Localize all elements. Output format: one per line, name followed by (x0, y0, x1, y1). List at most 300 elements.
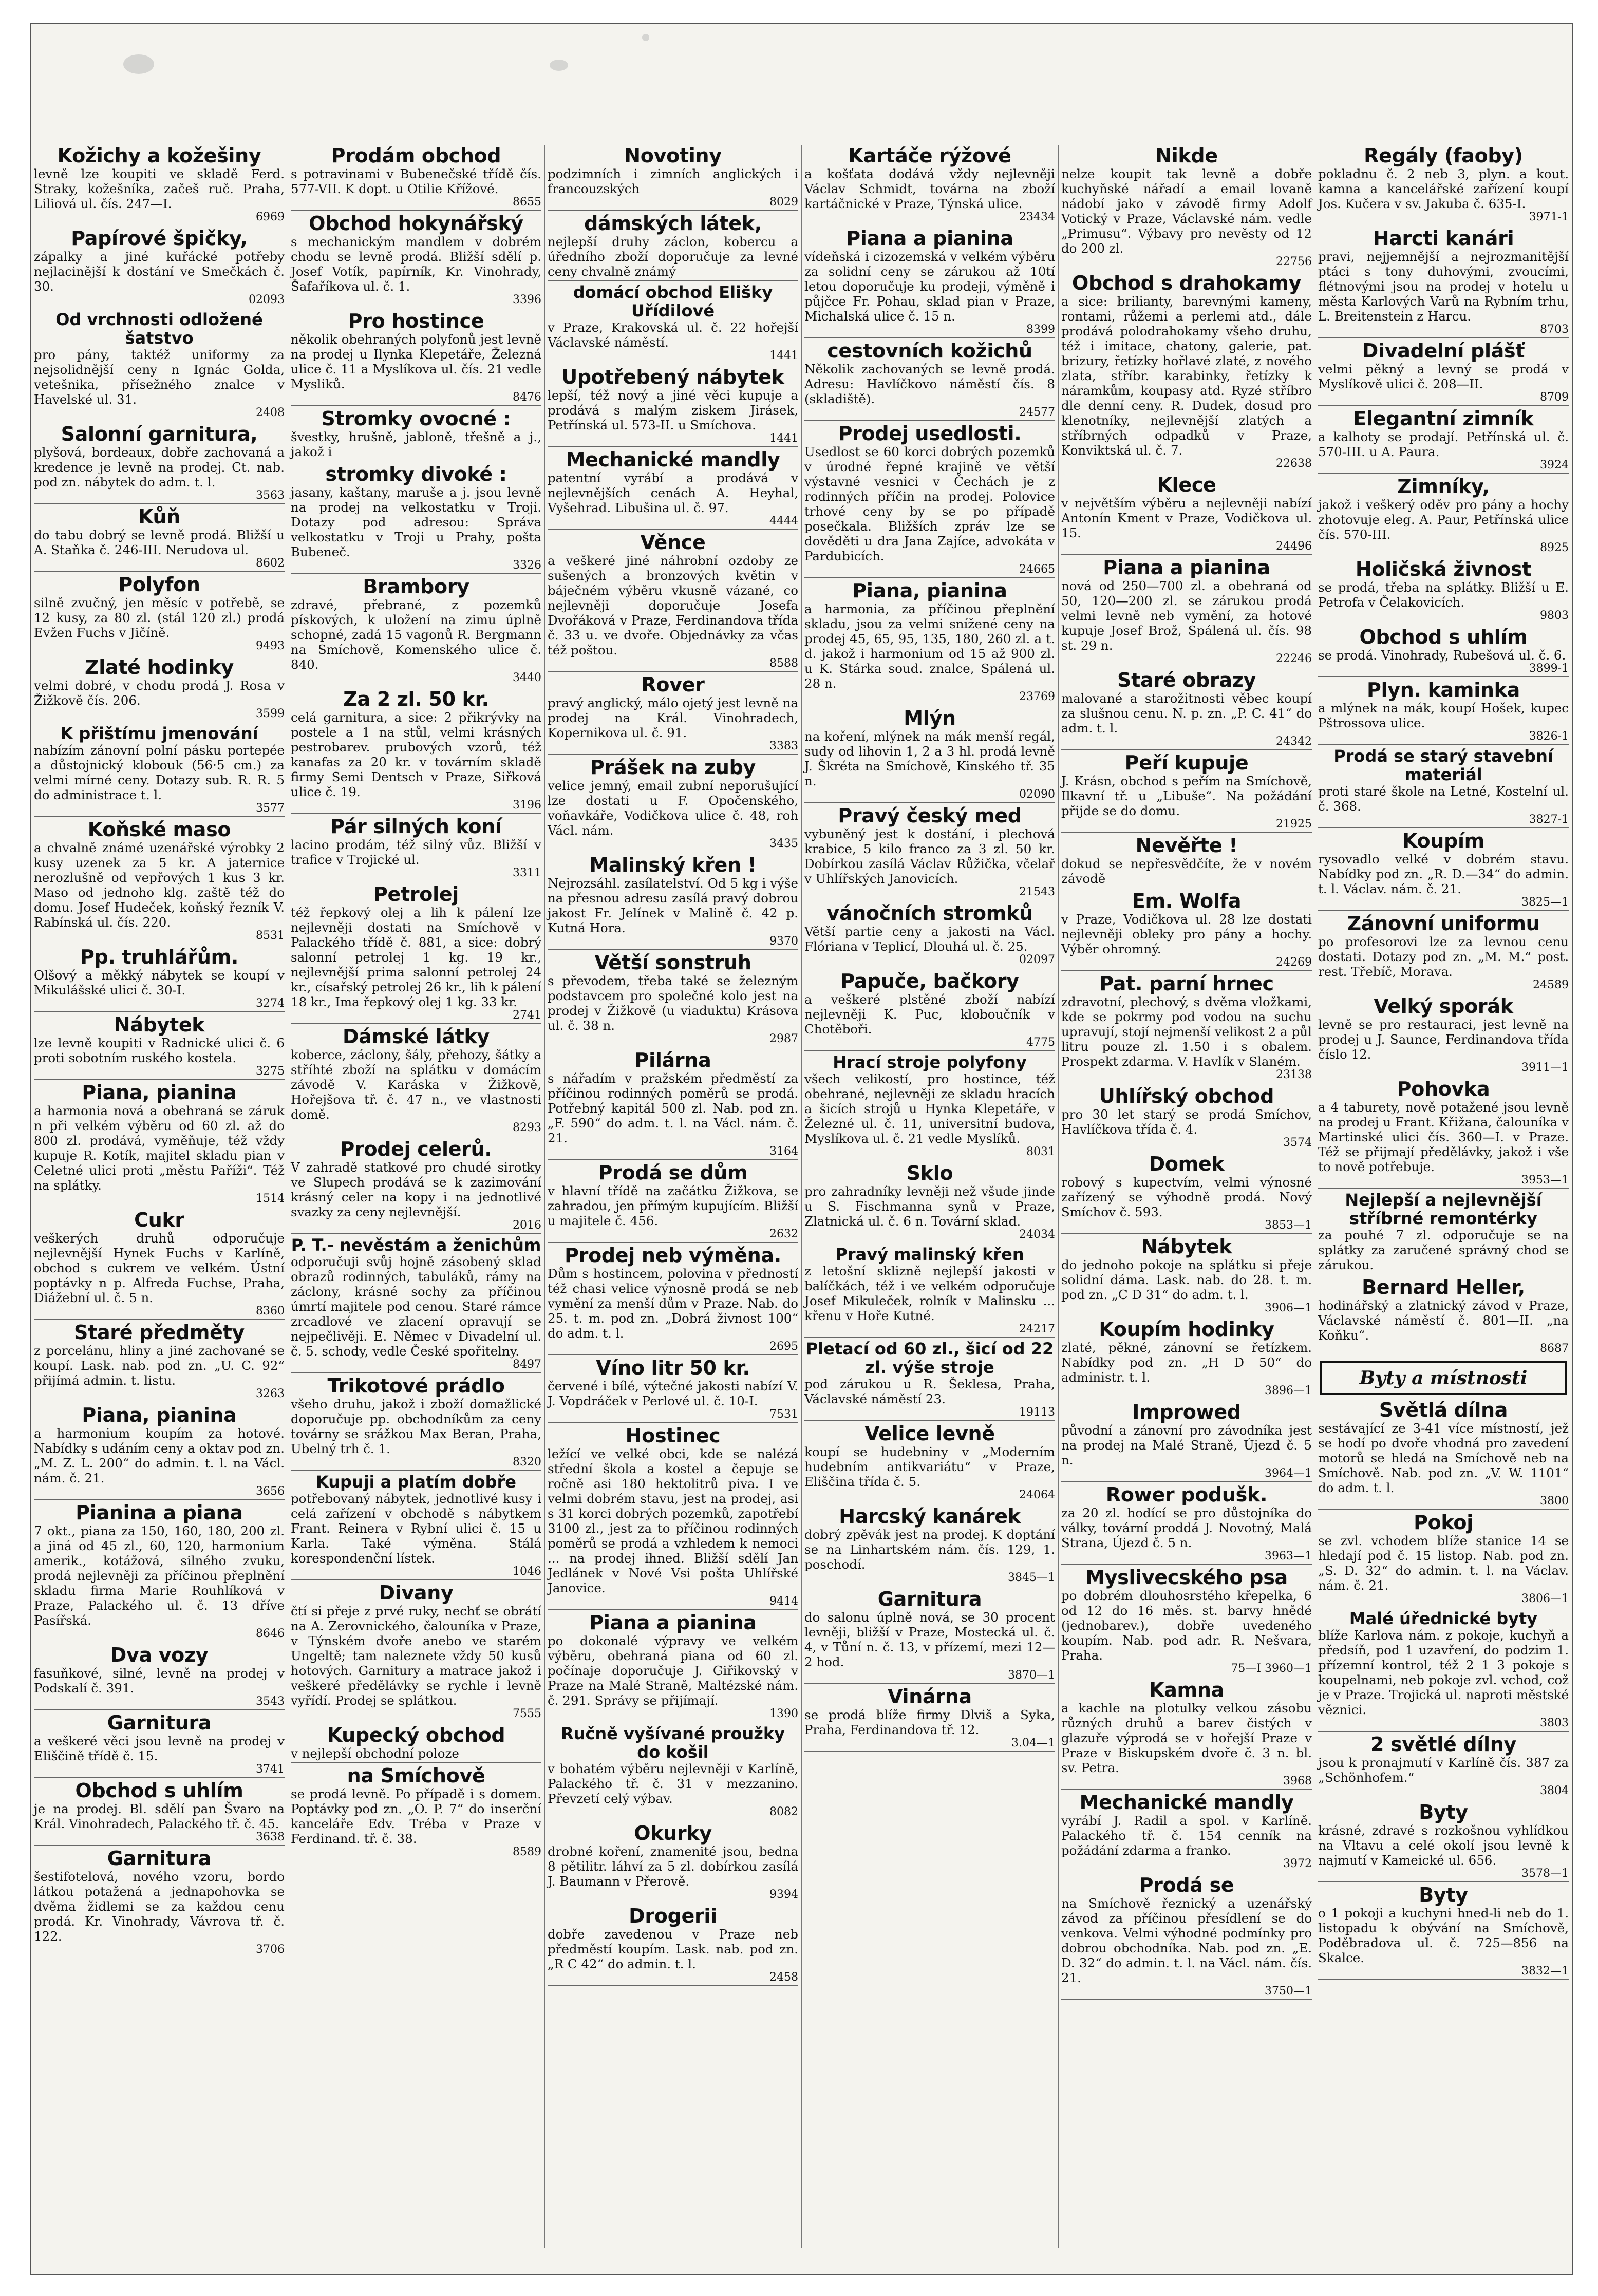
ad-headline: Větší sonstruh (594, 951, 751, 974)
ad-body: do salonu úplně nová, se 30 procent levněji, bližší v Praze, Mostecká ul. č. 4, v Tůní n. č. 13, v přízemí, mezi 12—2 hod. (804, 1610, 1055, 1669)
ad-headline: Víno litr 50 kr. (596, 1357, 750, 1379)
ad-headline: Byty (1419, 1884, 1468, 1906)
classified-ad (1318, 408, 1569, 474)
ad-body: se prodá levně. Po případě i s domem. Poptávky pod zn. „O. P. 7“ do inserční kanceláře Edv. Tréba v Praze v Ferdinand. tř. č. 38. (291, 1786, 541, 1846)
ad-body: Olšový a měkký nábytek se koupí v Mikulášské ulici č. 30-I. (34, 968, 285, 998)
classified-ad (1061, 1153, 1312, 1234)
ad-body: a sice: brilianty, barevnými kameny, rontami, růžemi a perlemi atd., dále prodává polodrahokamy všeho druhu, též i imitace, chatony, galerie, pat. brizury, řetízky hořlavé zlaté, z nového zlata, stříbr. karabinky, řetízky k náramkům, koupasy atd. Ryzé stříbro dle denní ceny. R. Dudek, dosud pro klenotníky, nejlevnější zlatých a stříbrných odpadků v Praze, Konviktská ul. č. 7. (1061, 294, 1312, 458)
ad-body: a chvalně známé uzenářské výrobky 2 kusy uzenek za 5 kr. A jaternice nerozlušně od vepřových 1 kus 3 kr. Maso od jednoho klg. zaště též do domu. Josef Hudeček, koňský řezník V. Rabínská ul. čís. 220. (34, 840, 285, 930)
ad-number: 3911—1 (1521, 1061, 1569, 1074)
classified-ad (804, 580, 1055, 705)
classified-ad (34, 1780, 285, 1846)
column-rule (1058, 145, 1059, 2248)
ad-headline: Prodám obchod (331, 145, 501, 167)
classified-ad (1061, 1874, 1312, 2000)
classified-ad (1061, 272, 1312, 472)
ad-number: 3435 (769, 837, 798, 850)
ad-headline: Petrolej (373, 883, 459, 906)
classified-ad (1318, 558, 1569, 624)
classified-ad (1318, 830, 1569, 911)
ad-number: 8031 (1026, 1145, 1055, 1158)
classified-ad (291, 213, 541, 308)
ad-headline: Kožichy a kožešiny (57, 145, 261, 167)
ad-headline: Regály (faoby) (1364, 145, 1523, 167)
ad-number: 2987 (769, 1032, 798, 1045)
ad-headline: Mlýn (904, 707, 956, 729)
ad-body: se prodá blíže firmy Dlviš a Syka, Praha, Ferdinandova tř. 12. (804, 1707, 1055, 1737)
classified-ad (548, 366, 798, 447)
ad-headline: vánočních stromků (826, 902, 1033, 925)
ad-number: 4444 (769, 515, 798, 528)
ad-number: 3806—1 (1521, 1592, 1569, 1605)
ad-number: 24269 (1276, 956, 1312, 969)
ad-number: 3924 (1540, 459, 1569, 472)
ad-headline: Pár silných koní (330, 815, 502, 838)
classified-ad (804, 1162, 1055, 1243)
ad-headline: Velký sporák (1374, 995, 1513, 1018)
ad-body: za pouhé 7 zl. odporučuje se na splátky za zaručené správný chod se zárukou. (1318, 1228, 1569, 1272)
ad-headline: Peří kupuje (1124, 751, 1249, 774)
ad-headline: Nejlepší a nejlevnější stříbrné remontérky (1345, 1190, 1542, 1228)
ad-headline: Kupuji a platím dobře (315, 1472, 516, 1492)
ad-number: 21543 (1019, 886, 1055, 898)
ad-body: potřebovaný nábytek, jednotlivé kusy i celá zařízení v obchodě s nábytkem Frant. Reinera v Rybní ulici č. 15 u Karla. Také výměna. Stálá korespondenční lístek. (291, 1491, 541, 1566)
ad-headline: Pohovka (1397, 1078, 1490, 1100)
paper-stain (123, 54, 154, 74)
classified-ad (1061, 890, 1312, 971)
ad-headline: Prodá se dům (598, 1161, 748, 1184)
classified-ad (804, 340, 1055, 421)
ad-number: 24496 (1276, 540, 1312, 553)
classified-ad (804, 1423, 1055, 1503)
ad-number: 8646 (256, 1627, 285, 1640)
ad-number: 3963—1 (1265, 1550, 1312, 1563)
ad-headline: Divadelní plášť (1362, 340, 1525, 362)
ad-number: 9493 (256, 639, 285, 652)
ad-headline: Pravý malinský křen (835, 1245, 1024, 1264)
classified-ad (291, 1138, 541, 1234)
ad-body: švestky, hrušně, jabloně, třešně a j., jakož i (291, 429, 541, 459)
classified-ad (34, 506, 285, 572)
ad-body: pro 30 let starý se prodá Smíchov, Havlíčkova třída č. 4. (1061, 1107, 1312, 1137)
classified-ad (1061, 145, 1312, 270)
ad-number: 3263 (256, 1387, 285, 1400)
ad-headline: dámských látek, (584, 212, 762, 235)
ad-number: 8687 (1540, 1342, 1569, 1355)
ad-number: 3827-1 (1529, 813, 1569, 826)
ad-body: Větší partie ceny a jakosti na Václ. Flóriana v Teplicí, Dlouhá ul. č. 25. (804, 924, 1055, 954)
ad-number: 75—I 3960—1 (1231, 1662, 1312, 1675)
ad-number: 24217 (1019, 1323, 1055, 1335)
ad-number: 3577 (256, 802, 285, 815)
ad-headline: Drogerii (629, 1905, 717, 1927)
ad-number: 8589 (513, 1846, 541, 1858)
ad-headline: Piana a pianina (1103, 556, 1270, 579)
classified-ad (548, 145, 798, 211)
classified-ad (548, 1724, 798, 1820)
ad-number: 3543 (256, 1695, 285, 1708)
ad-number: 9394 (769, 1888, 798, 1901)
ad-number: 8703 (1540, 323, 1569, 336)
ad-number: 3164 (769, 1145, 798, 1158)
classified-ad (1318, 626, 1569, 677)
ad-number: 8399 (1026, 323, 1055, 336)
classified-ad (1318, 476, 1569, 556)
classified-ad (291, 145, 541, 211)
ad-number: 3826-1 (1529, 730, 1569, 743)
classified-ad (804, 228, 1055, 338)
ad-number: 3750—1 (1265, 1985, 1312, 1998)
ad-body: lepší, též nový a jiné věci kupuje a prodává s malým ziskem Jirásek, Petřínská ul. 573-II. u Smíchova. (548, 388, 798, 432)
ad-headline: Brambory (363, 575, 469, 598)
classified-ad (34, 1502, 285, 1642)
ad-body: po dobrém dlouhosrstého křepelka, 6 od 12 do 16 měs. st. barvy hnědé (jednobarev.), dobře uvedeného koupím. Nab. pod adr. R. Nešvara, Praha. (1061, 1588, 1312, 1663)
ad-headline: Dámské látky (343, 1025, 490, 1048)
ad-headline: Nábytek (114, 1013, 205, 1036)
ad-body: Usedlost se 60 korci dobrých pozemků v úrodné řepné krajině ve větší výstavné vesnici v Čechách je z rodinných příčin na prodej. Polovice trhové ceny by se po případě posečkala. Bližších zpráv lze se dověděti u dra Jana Zajíce, advokáta v Pardubicích. (804, 444, 1055, 563)
ad-body: jasany, kaštany, maruše a j. jsou levně na prodej na velkostatku v Troji. Dotazy pod adresou: Správa velkostatku v Troji u Prahy, pošta Bubeneč. (291, 485, 541, 559)
ad-body: vybuněný jest k dostání, i plechová krabice, 5 kilo franco za 3 zl. 50 kr. Dobírkou zasílá Václav Růžička, včelař v Uhlířských Janovicích. (804, 826, 1055, 886)
ad-body: velice jemný, email zubní neporušující lze dostati u F. Opočenského, voňavkáře, Vodičkova ulice č. 48, roh Václ. nám. (548, 778, 798, 838)
ad-body: vídeňská i cizozemská v velkém výběru za solidní ceny se zárukou až 10tí letou doporučuje ku prodeji, výměně i půjčce Fr. Pohau, sklad pian v Praze, Michalská ulice č. 15 n. (804, 249, 1055, 324)
classified-ad (1318, 1734, 1569, 1799)
ad-number: 8655 (513, 196, 541, 209)
ad-number: 8497 (513, 1358, 541, 1371)
ad-number: 3964—1 (1265, 1467, 1312, 1480)
ad-headline: Pianina a piana (76, 1501, 243, 1524)
ad-headline: Garnitura (107, 1711, 212, 1734)
classified-ad (34, 656, 285, 722)
classified-ad (291, 1765, 541, 1860)
ad-body: pro pány, taktéž uniformy za nejsolidnější ceny n Ignác Golda, vetešnika, přísežného znalce v Havelské ul. 31. (34, 347, 285, 407)
ad-headline: Od vrchnosti odložené šatstvo (55, 310, 263, 348)
classified-ad (34, 228, 285, 308)
ad-number: 24589 (1533, 978, 1569, 991)
ad-headline: Domek (1149, 1153, 1225, 1175)
ad-number: 02090 (1019, 788, 1055, 801)
ad-headline: Koupím (1402, 830, 1484, 852)
ad-headline: Piana, pianina (82, 1404, 237, 1426)
ad-number: 6969 (256, 211, 285, 223)
classified-ad (1318, 340, 1569, 406)
classified-ad (548, 213, 798, 281)
ad-number: 3853—1 (1265, 1219, 1312, 1232)
classified-ad (1318, 228, 1569, 338)
ad-headline: Prodej usedlosti. (838, 422, 1022, 445)
ad-headline: Nevěřte ! (1135, 834, 1238, 857)
ad-headline: Prodá se starý stavební materiál (1333, 746, 1553, 784)
ad-number: 3.04—1 (1011, 1737, 1055, 1749)
classified-ad (1318, 995, 1569, 1076)
paper-stain (642, 34, 649, 41)
ad-headline: Rower podušk. (1105, 1483, 1268, 1506)
ad-column-1 (31, 145, 288, 2248)
ad-body: a harmonia, za příčinou přeplnění skladu, jsou za velmi snížené ceny na prodej 45, 65, 95, 135, 180, 260 zl. a t. d. jakož i harmonium od 15 až 900 zl. u K. Stárka soud. znalce, Spálená ul. 28 n. (804, 601, 1055, 691)
ad-body: a veškeré plstěné zboží nabízí nejlevněji K. Puc, kloboučník v Chotěboři. (804, 992, 1055, 1037)
ad-headline: Polyfon (118, 573, 200, 596)
ad-headline: Sklo (906, 1162, 953, 1184)
ad-column-4 (801, 145, 1058, 2248)
ad-body: Nejrozsáhl. zasílatelství. Od 5 kg i výše na přesnou adresu zasílá pravý dobrou jakost Fr. Jelínek v Malině č. 42 p. Kutná Hora. (548, 876, 798, 935)
ad-body: zdravé, přebrané, z pozemků pískových, k uložení na zimu úplně schopné, zadá 15 vagonů R. Bergmann na Smíchově, Komenského ulice č. 840. (291, 597, 541, 672)
ad-number: 8709 (1540, 391, 1569, 404)
classified-ad (548, 532, 798, 672)
ad-body: lacino prodám, též silný vůz. Bližší v trafice v Trojické ul. (291, 837, 541, 867)
ad-headline: Pokoj (1414, 1511, 1473, 1534)
ad-number: 3971-1 (1529, 211, 1569, 223)
ad-body: Několik zachovaných se levně prodá. Adresu: Havlíčkovo náměstí čís. 8 (skladiště). (804, 362, 1055, 406)
classified-ad (1061, 752, 1312, 833)
ad-number: 22638 (1276, 457, 1312, 470)
ad-number: 2741 (513, 1009, 541, 1022)
ad-body: a 4 taburety, nově potažené jsou levně na prodej u Frant. Křižana, čalouníka v Martinské ulici čís. 360—I. v Praze. Též se přijmají předělávky, jakož i vše to nově potřebuje. (1318, 1100, 1569, 1174)
ad-number: 24577 (1019, 406, 1055, 419)
ad-number: 1441 (769, 349, 798, 362)
ad-headline: Klece (1157, 474, 1216, 496)
ad-column-2 (288, 145, 544, 2248)
classified-ad (804, 1053, 1055, 1160)
classified-ad (548, 854, 798, 950)
classified-ad (34, 946, 285, 1012)
ad-headline: Harcti kanári (1373, 227, 1514, 250)
ad-body: s mechanickým mandlem v dobrém chodu se levně prodá. Bližší sdělí p. Josef Votík, papírník, Kr. Vinohrady, Šafaříkova ul. č. 1. (291, 234, 541, 294)
ad-number: 3803 (1540, 1717, 1569, 1729)
ad-headline: Trikotové prádlo (327, 1375, 505, 1397)
ad-headline: Obchod s drahokamy (1071, 272, 1302, 294)
ad-headline: Improwed (1132, 1401, 1241, 1423)
ad-body: s potravinami v Bubenečské třídě čís. 577-VII. K dopt. u Otilie Křížové. (291, 166, 541, 196)
ad-number: 3825—1 (1521, 896, 1569, 909)
classified-ad (1061, 1401, 1312, 1482)
ad-headline: Papírové špičky, (71, 227, 248, 250)
ad-headline: cestovních kožichů (827, 340, 1032, 362)
classified-ad (34, 1712, 285, 1778)
classified-ad (34, 1082, 285, 1207)
ad-number: 3326 (513, 559, 541, 572)
ad-body: a mlýnek na mák, koupí Hošek, kupec Pštrossova ulice. (1318, 701, 1569, 730)
ad-headline: Kartáče rýžové (848, 145, 1011, 167)
classified-ad (1318, 1191, 1569, 1274)
ad-number: 1046 (513, 1565, 541, 1578)
ad-number: 3953—1 (1521, 1174, 1569, 1187)
ad-headline: Světlá dílna (1379, 1399, 1508, 1421)
classified-ad (1318, 1512, 1569, 1607)
classified-ad (804, 1505, 1055, 1586)
classified-ad (804, 902, 1055, 968)
ad-column-5 (1058, 145, 1315, 2248)
ad-number: 7555 (513, 1707, 541, 1720)
ad-headline: Obchod s uhlím (1359, 626, 1528, 648)
classified-ad (548, 674, 798, 755)
ad-headline: Koňské maso (87, 818, 231, 841)
ad-body: je na prodej. Bl. sdělí pan Švaro na Král. Vinohradech, Palackého tř. č. 45. (34, 1801, 285, 1831)
classified-ad (804, 1340, 1055, 1421)
ad-number: 7531 (769, 1408, 798, 1421)
classified-ad (548, 757, 798, 852)
ad-body: patentní vyrábí a prodává v nejlevnějších cenách A. Heyhal, Vyšehrad. Libušina ul. č. 97. (548, 471, 798, 515)
ad-number: 3845—1 (1008, 1571, 1055, 1584)
ad-headline: Pilárna (634, 1049, 711, 1071)
ad-body: pro zahradníky levněji než všude jinde u S. Fischmanna synů v Praze, Zlatnická ul. č. 6 n. Tovární sklad. (804, 1184, 1055, 1229)
ad-headline: 2 světlé dílny (1370, 1733, 1516, 1756)
ad-body: a harmonia nová a obehraná se záruk n při velkém výběru od 60 zl. až do 800 zl. prodává, vyměňuje, též vždy kupuje R. Kotík, majitel skladu pian v Celetné ulici proti „městu Paříži“. Též na splátky. (34, 1103, 285, 1193)
section-header-box: Byty a místnosti (1320, 1361, 1567, 1395)
ad-headline: Kůň (138, 505, 180, 528)
ad-body: a kalhoty se prodají. Petřínská ul. č. 570-III. u A. Paura. (1318, 429, 1569, 459)
classified-ad (291, 883, 541, 1024)
ad-number: 21925 (1276, 818, 1312, 831)
classified-ad (1061, 1679, 1312, 1790)
ad-body: zápalky a jiné kuřácké potřeby nejlacinější k dostání ve Smečkách č. 30. (34, 249, 285, 294)
ad-headline: Pletací od 60 zl., šicí od 22 zl. výše stroje (805, 1339, 1054, 1377)
classified-ad (1318, 145, 1569, 225)
classified-ad (34, 1322, 285, 1402)
ad-body: zdravotní, plechový, s dvěma vložkami, kde se pokrmy pod vodou na suchu upravují, stojí nejmenší velikost 2 a půl litru pouze zl. 1.50 i s obalem. Prospekt zdarma. V. Havlík v Slaném. (1061, 994, 1312, 1069)
ad-body: Dům s hostincem, polovina v předností též chasi velice výnosně prodá se neb vymění za menší dům v Praze. Nab. do 25. t. m. pod zn. „Dobrá živnost 100“ do adm. t. l. (548, 1266, 798, 1341)
ad-headline: Zimníky, (1397, 475, 1490, 498)
ad-body: původní a zánovní pro závodníka jest na prodej na Malé Straně, Újezd č. 5 n. (1061, 1423, 1312, 1467)
ad-number: 3706 (256, 1943, 285, 1956)
ad-headline: Salonní garnitura, (61, 423, 258, 445)
ad-number: 8588 (769, 657, 798, 670)
ad-body: sestávající ze 3-41 více místností, jež se hodí po dvoře vhodná pro zavedení motorů se hledá na Smíchově neb na Smíchově. Nab. pod zn. „V. W. 1101“ do adm. t. l. (1318, 1421, 1569, 1495)
ad-headline: Malé úřednické byty (1349, 1609, 1538, 1628)
ad-number: 9370 (769, 935, 798, 948)
ad-headline: Byty (1419, 1801, 1468, 1823)
classified-ad (1061, 557, 1312, 667)
classified-ads-page (30, 23, 1573, 2275)
ad-body: veškerých druhů odporučuje nejlevnější Hynek Fuchs v Karlíně, obchod s cukrem ve velkém. Ústní poptávky n p. Alfreda Fuchse, Praha, Diážební ul. č. 5 n. (34, 1231, 285, 1305)
ad-headline: Piana a pianina (846, 227, 1013, 250)
classified-ad (291, 1473, 541, 1580)
ad-headline: Obchod s uhlím (75, 1779, 243, 1802)
ad-headline: Harcský kanárek (839, 1505, 1021, 1528)
ad-headline: Věnce (640, 531, 706, 554)
ad-body: do jednoho pokoje na splátku si přeje solidní dáma. Lask. nab. do 28. t. m. pod zn. „C D 31“ do adm. t. l. (1061, 1257, 1312, 1302)
ad-headline: Bernard Heller, (1362, 1276, 1525, 1298)
ad-body: za 20 zl. hodící se pro důstojníka do války, tovární proddá J. Novotný, Malá Strana, Újezd č. 5 n. (1061, 1505, 1312, 1550)
ad-headline: Cukr (134, 1209, 184, 1231)
classified-ad (291, 463, 541, 574)
classified-ad (1061, 1792, 1312, 1872)
ad-number: 3311 (513, 867, 541, 879)
ad-headline: Myslivecského psa (1085, 1566, 1288, 1589)
ad-body: robový s kupectvím, velmi výnosné zařízený se výhodně prodá. Nový Smíchov č. 593. (1061, 1175, 1312, 1219)
classified-ad (1318, 1399, 1569, 1510)
ad-body: po profesorovi lze za levnou cenu dostati. Dotazy pod zn. „M. M.“ post. rest. Třebíč, Morava. (1318, 934, 1569, 979)
ad-headline: Rover (641, 673, 705, 696)
ad-number: 8293 (513, 1121, 541, 1134)
ad-number: 24064 (1019, 1489, 1055, 1501)
ad-number: 19113 (1019, 1406, 1055, 1419)
ad-body: nová od 250—700 zl. a obehraná od 50, 120—200 zl. se zárukou prodá velmi levně neb vymění, za hotové kupuje Josef Brož, Spálená ul. čís. 98 st. 29 n. (1061, 578, 1312, 653)
ad-headline: Kupecký obchod (327, 1724, 505, 1746)
ad-headline: Pp. truhlářům. (80, 946, 239, 968)
ad-headline: Piana, pianina (852, 579, 1007, 602)
ad-body: do tabu dobrý se levně prodá. Bližší u A. Staňka č. 246-III. Nerudova ul. (34, 528, 285, 557)
ad-body: zlaté, pěkné, zánovní se řetízkem. Nabídky pod zn. „H D 50“ do administr. t. l. (1061, 1340, 1312, 1385)
classified-ad (1318, 1884, 1569, 1980)
ad-number: 3804 (1540, 1784, 1569, 1797)
ad-headline: K přištímu jmenování (60, 724, 258, 743)
ad-headline: Prášek na zuby (590, 756, 756, 779)
classified-ad (291, 408, 541, 461)
ad-body: nejlepší druhy záclon, kobercu a úředního zboží doporučuje za levné ceny chvalně známý (548, 234, 798, 279)
ad-headline: Zánovní uniformu (1347, 912, 1540, 935)
ad-headline: Pat. parní hrnec (1099, 972, 1274, 995)
ad-body: koberce, záclony, šály, přehozy, šátky a stříhté zboží na splátku v domácím závodě V. Karáska v Žižkově, Hořejšova tř. č. 47 n., ve vlastnosti domě. (291, 1047, 541, 1122)
ad-number: 3906—1 (1265, 1302, 1312, 1314)
classified-ad (34, 1404, 285, 1500)
classified-ad (34, 574, 285, 654)
ad-body: dokud se nepřesvědčíte, že v novém závodě (1061, 856, 1312, 886)
ad-body: fasuňkové, silné, levně na prodej v Podskalí č. 391. (34, 1666, 285, 1696)
ad-headline: Hrací stroje polyfony (833, 1052, 1027, 1072)
ad-number: 8029 (769, 196, 798, 209)
ad-number: 24342 (1276, 735, 1312, 748)
ad-body: a kachle na plotulky velkou zásobu různých druhů a barev čistých v glazuře výprodá se v hořejší Praze v Praze v Biskupském dvoře č. 3 n. bl. sv. Petra. (1061, 1701, 1312, 1775)
ad-headline: Za 2 zl. 50 kr. (343, 688, 489, 710)
ad-body: plyšová, bordeaux, dobře zachovaná a kredence je levně na prodej. Ct. nab. pod zn. nábytek do adm. t. l. (34, 445, 285, 490)
ad-number: 22246 (1276, 652, 1312, 665)
ad-number: 4775 (1026, 1036, 1055, 1049)
ad-body: na Smíchově řeznický a uzenářský závod za příčinou přesídlení se do venkova. Velmi výhodné podmínky pro dobrou obchodníka. Nab. pod zn. „E. D. 32“ do admin. t. l. na Václ. nám. čís. 21. (1061, 1896, 1312, 1985)
classified-ad (1318, 747, 1569, 828)
ad-number: 3896—1 (1265, 1384, 1312, 1397)
ad-body: dobře zavedenou v Praze neb předměstí koupím. Lask. nab. pod zn. „R C 42“ do admin. t. l. (548, 1927, 798, 1971)
ad-headline: Kamna (1149, 1679, 1224, 1701)
classified-ad (1061, 1484, 1312, 1565)
ad-number: 3741 (256, 1763, 285, 1776)
ad-number: 3656 (256, 1485, 285, 1498)
ad-body: a veškeré věci jsou levně na prodej v Eliščině třídě č. 15. (34, 1734, 285, 1763)
ad-number: 2632 (769, 1228, 798, 1240)
classified-ad (804, 145, 1055, 225)
ad-body: všeho druhu, jakož i zboží domažlické doporučuje pp. obchodníkům za ceny továrny se srážkou Max Beran, Praha, Ubelný trh č. 1. (291, 1397, 541, 1456)
ad-headline: Plyn. kaminka (1367, 679, 1520, 701)
ad-number: 8320 (513, 1456, 541, 1469)
ad-headline: Okurky (634, 1822, 712, 1845)
ad-number: 3599 (256, 707, 285, 720)
ad-number: 8531 (256, 929, 285, 942)
ad-number: 2695 (769, 1340, 798, 1353)
ad-headline: Ručně vyšívané proužky do košil (560, 1724, 785, 1762)
ad-body: v hlavní třídě na začátku Žižkova, se zahradou, jen přímým kupujícím. Bližší u majitele č. 456. (548, 1183, 798, 1228)
ad-headline: Elegantní zimník (1353, 407, 1534, 430)
ad-headline: Velice levně (864, 1422, 995, 1445)
ad-body: a harmonium koupím za hotové. Nabídky s udáním ceny a oktav pod zn. „M. Z. L. 200“ do admin. t. l. na Václ. nám. č. 21. (34, 1426, 285, 1485)
ad-body: a veškeré jiné náhrobní ozdoby ze sušených a bronzových květin v báječném výběru vkusně vázané, co nejlevněji doporučuje Josefa Dvořáková v Praze, Ferdinandova třída č. 33 u. ve dvoře. Objednávky za včas též poštou. (548, 553, 798, 657)
ad-body: silně zvučný, jen měsíc v potřebě, se 12 kusy, za 80 zl. (stál 120 zl.) prodá Evžen Fuchs v Jičíně. (34, 595, 285, 640)
ad-headline: Vinárna (888, 1685, 972, 1708)
ad-headline: Koupím hodinky (1099, 1318, 1274, 1341)
ad-body: vyrábí J. Radil a spol. v Karlíně. Palackého tř. č. 154 cenník na požádání zdarma a franko. (1061, 1813, 1312, 1858)
classified-ad (804, 707, 1055, 803)
ad-headline: Prodej celerů. (340, 1138, 492, 1160)
classified-ad (1061, 1567, 1312, 1677)
ad-headline: Obchod hokynářský (309, 212, 523, 235)
classified-ad (1318, 1609, 1569, 1732)
classified-ad (548, 1162, 798, 1243)
paper-stain (550, 60, 568, 71)
ad-number: 3196 (513, 799, 541, 812)
ad-number: 1441 (769, 432, 798, 445)
classified-ad (1061, 1236, 1312, 1316)
classified-ad (34, 724, 285, 817)
ad-body: se prodá, třeba na splátky. Bližší u E. Petrofa v Čelakovicích. (1318, 580, 1569, 610)
ad-number: 02097 (1019, 953, 1055, 966)
ad-body: čtí si přeje z prvé ruky, nechť se obrátí na A. Zerovnického, čalouníka v Praze, v Týnském dvoře anebo ve starém Ungeltě; tam naleznete vždy 50 kusů hotových. Garnitury a matrace jakož i veškeré předělávky se rychle i levně vyřídí. Prodej se splátkou. (291, 1604, 541, 1708)
